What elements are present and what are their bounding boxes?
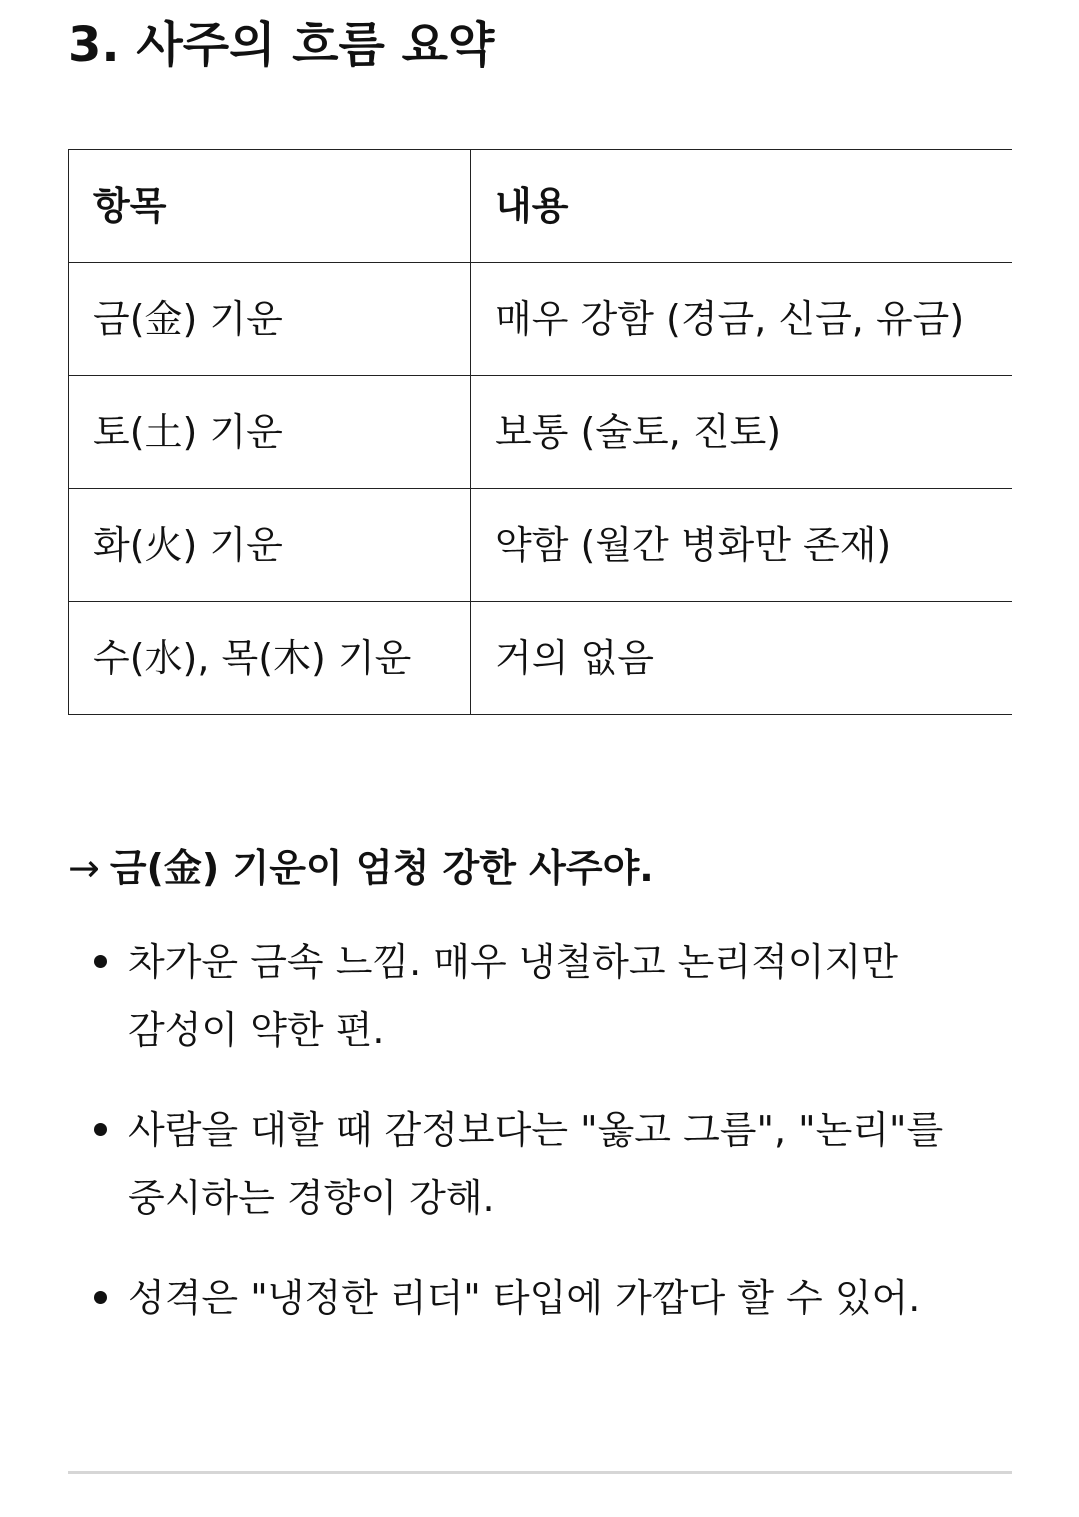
conclusion-line bbox=[68, 838, 654, 898]
arrow-icon: → bbox=[68, 846, 100, 890]
bullet-dot-icon bbox=[94, 955, 107, 968]
table-row bbox=[69, 489, 1013, 602]
list-item bbox=[68, 928, 1012, 1064]
list-item-text: 사람을 대할 때 감정보다는 "옳고 그름", "논리"를 중시하는 경향이 강해. bbox=[128, 1108, 944, 1220]
table-cell-content: 거의 없음 bbox=[471, 602, 1013, 715]
table-cell-content: 약함 (월간 병화만 존재) bbox=[471, 489, 1013, 602]
list-item-text: 차가운 금속 느낌. 매우 냉철하고 논리적이지만 감성이 약한 편. bbox=[128, 940, 898, 1052]
table-cell-content: 보통 (술토, 진토) bbox=[471, 376, 1013, 489]
list-item-text: 성격은 "냉정한 리더" 타입에 가깝다 할 수 있어. bbox=[128, 1276, 921, 1320]
section-divider bbox=[68, 1471, 1012, 1474]
column-header-content: 내용 bbox=[471, 150, 1013, 263]
table-cell-item: 화(火) 기운 bbox=[69, 489, 471, 602]
section-title: 3. 사주의 흐름 요약 bbox=[68, 17, 495, 73]
bullet-dot-icon bbox=[94, 1291, 107, 1304]
list-item bbox=[68, 1096, 1012, 1232]
bullet-dot-icon bbox=[94, 1123, 107, 1136]
summary-table bbox=[68, 149, 1012, 715]
summary-table-container bbox=[68, 149, 1012, 715]
bullet-list bbox=[68, 928, 1012, 1364]
table-header-row bbox=[69, 150, 1013, 263]
list-item bbox=[68, 1264, 1012, 1332]
table-cell-item: 수(水), 목(木) 기운 bbox=[69, 602, 471, 715]
table-row bbox=[69, 376, 1013, 489]
table-cell-item: 금(金) 기운 bbox=[69, 263, 471, 376]
table-cell-content: 매우 강함 (경금, 신금, 유금) bbox=[471, 263, 1013, 376]
table-row bbox=[69, 602, 1013, 715]
conclusion-text: 금(金) 기운이 엄청 강한 사주야. bbox=[109, 846, 654, 890]
column-header-item: 항목 bbox=[69, 150, 471, 263]
table-cell-item: 토(土) 기운 bbox=[69, 376, 471, 489]
table-row bbox=[69, 263, 1013, 376]
